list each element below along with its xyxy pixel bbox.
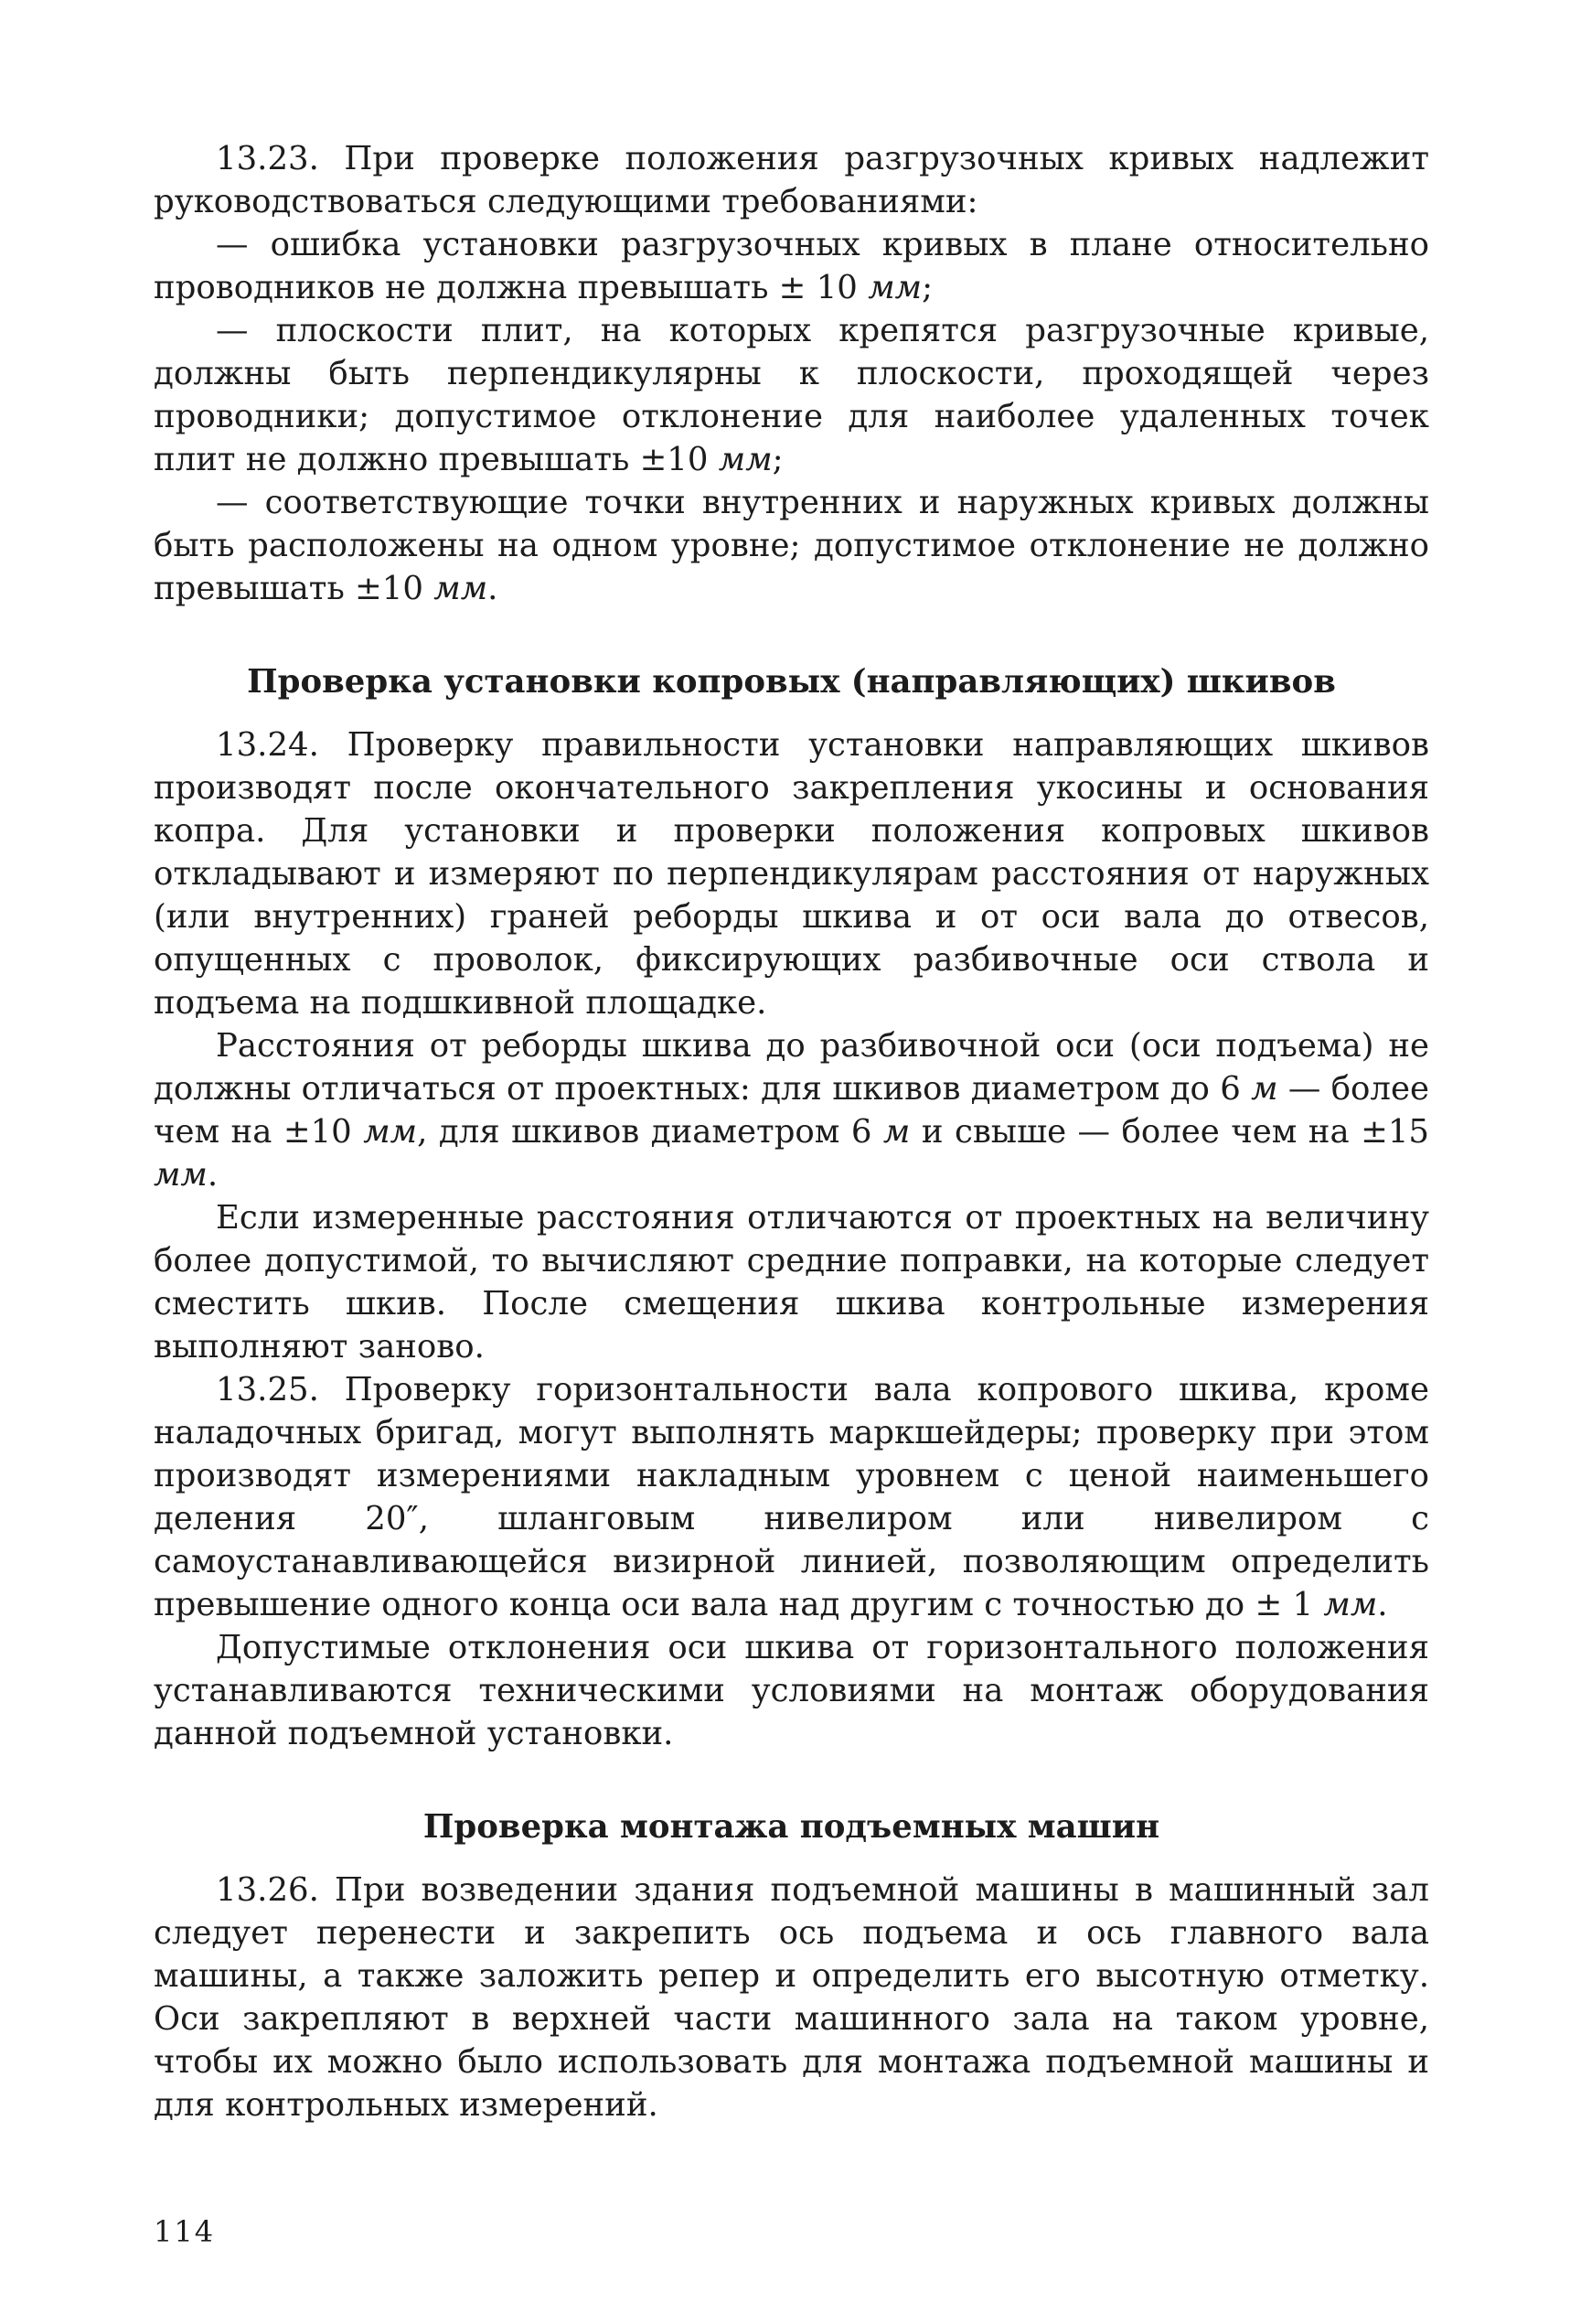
text: — более чем на ±10 bbox=[154, 1070, 1430, 1151]
spacer bbox=[154, 610, 1429, 660]
paragraph-13-23-intro bbox=[154, 137, 1429, 223]
unit-mm: мм bbox=[1323, 1586, 1378, 1623]
paragraph-13-26-1 bbox=[154, 1869, 1429, 2126]
paragraph-13-24-3 bbox=[154, 1196, 1429, 1368]
page-content bbox=[154, 137, 1429, 2126]
paragraph-13-24-1 bbox=[154, 723, 1429, 1024]
spacer bbox=[154, 1848, 1429, 1869]
unit-m: м bbox=[882, 1113, 911, 1151]
text: — плоскости плит, на которых крепятся разгрузочные кривые, должны быть перпендикулярны к плоскости, проходящей через проводники; допустимое отклонение для наиболее удаленных точек плит не должно превышать ±10 bbox=[154, 312, 1429, 478]
paragraph-13-24-2 bbox=[154, 1024, 1429, 1196]
text: — ошибка установки разгрузочных кривых в плане относительно проводников не должна превышать ± 10 bbox=[154, 226, 1429, 306]
text: 13.24. Проверку правильности установки направляющих шкивов производят после окончательного закрепления укосины и основания копра. Для установки и проверки положения копровых шкивов откладывают и измеряют по перпендикулярам расстояния от наружных (или внутренних) граней реборды шкива и от оси вала до отвесов, опущенных с проволок, фиксирующих разбивочные оси ствола и подъема на подшкивной площадке. bbox=[154, 726, 1429, 1022]
text: 13.26. При возведении здания подъемной машины в машинный зал следует перенести и закрепить ось подъема и ось главного вала машины, а также заложить репер и определить его высотную отметку. Оси закрепляют в верхней части машинного зала на таком уровне, чтобы их можно было использовать для монтажа подъемной машины и для контрольных измерений. bbox=[154, 1871, 1429, 2124]
paragraph-13-25-2 bbox=[154, 1626, 1429, 1755]
paragraph-13-25-1 bbox=[154, 1368, 1429, 1626]
paragraph-13-23-item-1 bbox=[154, 223, 1429, 309]
section-heading-pulleys: Проверка установки копровых (направляющих) шкивов bbox=[247, 663, 1336, 701]
punct: . bbox=[1377, 1586, 1388, 1623]
unit-mm: мм bbox=[433, 570, 488, 607]
unit-mm: мм bbox=[363, 1113, 418, 1151]
unit-m: м bbox=[1251, 1070, 1278, 1108]
text: Допустимые отклонения оси шкива от горизонтального положения устанавливаются техническими условиями на монтаж оборудования данной подъемной установки. bbox=[154, 1629, 1429, 1752]
unit-mm: мм bbox=[718, 441, 773, 478]
punct: ; bbox=[772, 441, 784, 478]
text: , для шкивов диаметром 6 bbox=[417, 1113, 872, 1151]
punct: . bbox=[207, 1156, 219, 1194]
text: 13.25. Проверку горизонтальности вала копрового шкива, кроме наладочных бригад, могут выполнять маркшейдеры; проверку при этом производят измерениями накладным уровнем с ценой наименьшего деления 20″, шланговым нивелиром или нивелиром с самоустанавливающейся визирной линией, позволяющим определить превышение одного конца оси вала над другим с точностью до ± 1 bbox=[154, 1371, 1429, 1623]
punct: ; bbox=[922, 269, 934, 306]
page-number: 114 bbox=[154, 2214, 216, 2249]
punct: . bbox=[487, 570, 498, 607]
unit-mm: мм bbox=[868, 269, 923, 306]
text: 13.23. При проверке положения разгрузочных кривых надлежит руководствоваться следующими требованиями: bbox=[154, 140, 1429, 220]
text: — соответствующие точки внутренних и наружных кривых должны быть расположены на одном уровне; допустимое отклонение не должно превышать ±10 bbox=[154, 484, 1429, 607]
unit-mm: мм bbox=[154, 1156, 208, 1194]
spacer bbox=[154, 703, 1429, 723]
section-heading-machines: Проверка монтажа подъемных машин bbox=[422, 1808, 1160, 1846]
text: Расстояния от реборды шкива до разбивочной оси (оси подъема) не должны отличаться от проектных: для шкивов диаметром до 6 bbox=[154, 1027, 1429, 1108]
text: Если измеренные расстояния отличаются от проектных на величину более допустимой, то вычисляют средние поправки, на которые следует сместить шкив. После смещения шкива контрольные измерения выполняют заново. bbox=[154, 1199, 1429, 1365]
text: и свыше — более чем на ±15 bbox=[921, 1113, 1430, 1151]
paragraph-13-23-item-2 bbox=[154, 309, 1429, 481]
spacer bbox=[154, 1755, 1429, 1805]
paragraph-13-23-item-3 bbox=[154, 481, 1429, 610]
